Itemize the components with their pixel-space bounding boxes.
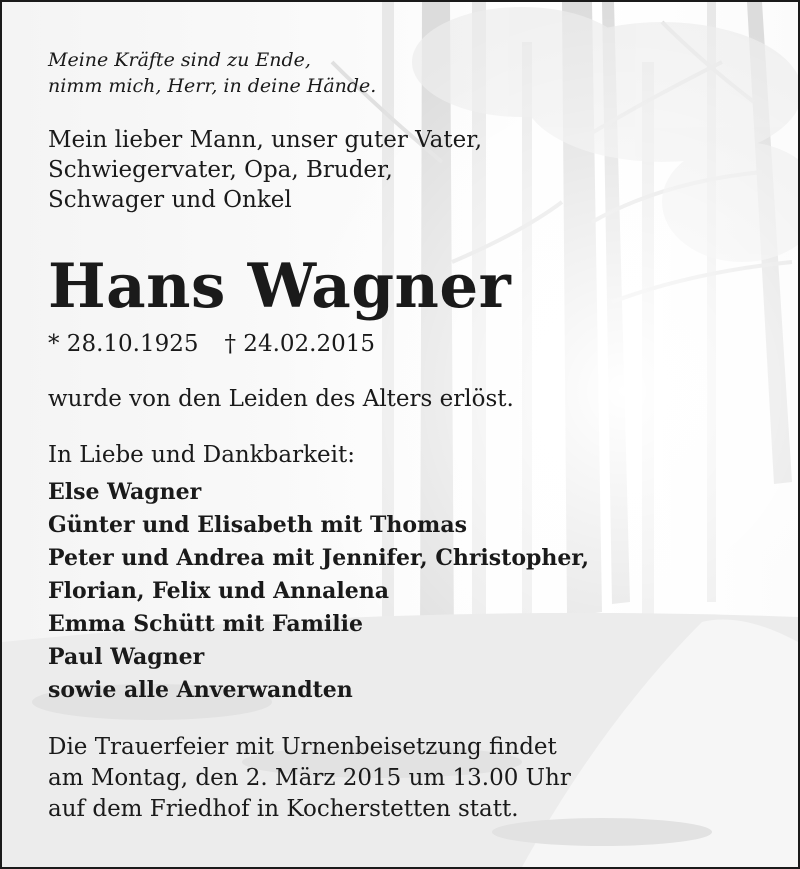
intro-line: Schwiegervater, Opa, Bruder, xyxy=(48,157,393,183)
mourners-list xyxy=(48,476,589,707)
service-info xyxy=(48,732,571,825)
intro xyxy=(48,125,482,215)
intro-line: Mein lieber Mann, unser guter Vater, xyxy=(48,127,483,153)
motto-line: Meine Kräfte sind zu Ende, xyxy=(48,49,311,71)
mourner: Paul Wagner xyxy=(48,644,205,670)
mourner: Else Wagner xyxy=(48,479,202,505)
motto xyxy=(48,47,376,99)
mourner: Peter und Andrea mit Jennifer, Christopher, xyxy=(48,545,590,571)
motto-line: nimm mich, Herr, in deine Hände. xyxy=(48,75,377,97)
service-line: auf dem Friedhof in Kocherstetten statt. xyxy=(48,796,519,822)
released-text: wurde von den Leiden des Alters erlöst. xyxy=(48,386,514,412)
mourner: Günter und Elisabeth mit Thomas xyxy=(48,512,467,538)
mourner: Florian, Felix und Annalena xyxy=(48,578,390,604)
mourner: Emma Schütt mit Familie xyxy=(48,611,363,637)
deceased-name: Hans Wagner xyxy=(48,251,512,322)
life-dates xyxy=(48,329,375,359)
service-line: Die Trauerfeier mit Urnenbeisetzung findet xyxy=(48,734,557,760)
intro-line: Schwager und Onkel xyxy=(48,187,292,213)
service-line: am Montag, den 2. März 2015 um 13.00 Uhr xyxy=(48,765,571,791)
thanks-heading: In Liebe und Dankbarkeit: xyxy=(48,442,355,468)
birth-date: * 28.10.1925 xyxy=(48,331,199,357)
death-date: † 24.02.2015 xyxy=(224,331,375,357)
mourner: sowie alle Anverwandten xyxy=(48,677,353,703)
